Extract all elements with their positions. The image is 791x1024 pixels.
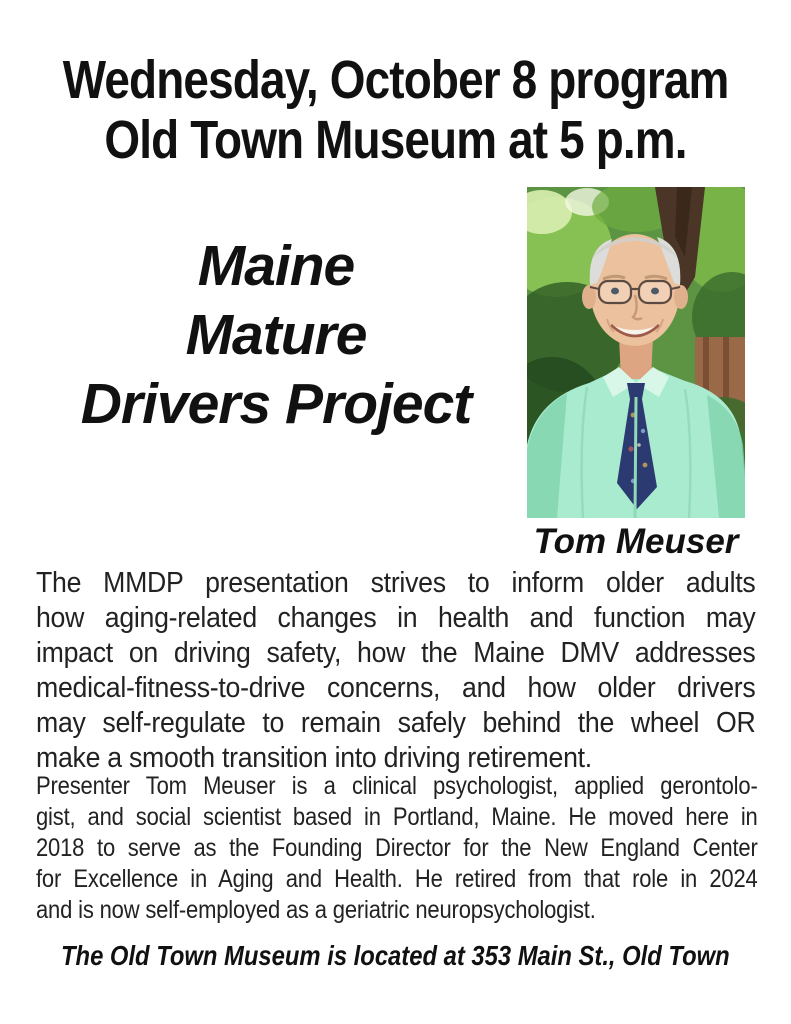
event-location-text: Old Town Museum at 5 p.m. bbox=[104, 110, 687, 170]
text-line: impact on driving safety, how the Maine DMV addresses bbox=[36, 637, 756, 669]
text-line: make a smooth transition into driving retirement. bbox=[36, 742, 592, 774]
text-line: The MMDP presentation strives to inform older adults bbox=[36, 567, 756, 599]
text-line: Presenter Tom Meuser is a clinical psychologist, applied gerontolo- bbox=[36, 772, 758, 800]
text-line: may self-regulate to remain safely behind the wheel OR bbox=[36, 707, 756, 739]
presenter-portrait-illustration bbox=[527, 187, 745, 518]
program-title bbox=[28, 232, 524, 439]
text-line: and is now self-employed as a geriatric neuropsychologist. bbox=[36, 896, 596, 924]
museum-address-footer bbox=[0, 940, 791, 972]
text-line: medical-fitness-to-drive concerns, and how older drivers bbox=[36, 672, 756, 704]
title-line: Drivers Project bbox=[80, 372, 472, 436]
text-line: for Excellence in Aging and Health. He retired from that role in 2024 bbox=[36, 865, 758, 893]
event-header bbox=[0, 50, 791, 170]
museum-address-text: The Old Town Museum is located at 353 Main St., Old Town bbox=[61, 940, 730, 971]
presenter-photo bbox=[527, 187, 745, 518]
event-location-line bbox=[0, 110, 791, 170]
event-date-line bbox=[0, 50, 791, 110]
text-line: 2018 to serve as the Founding Director for the New England Center bbox=[36, 834, 758, 862]
paragraph-presenter-bio bbox=[36, 771, 758, 926]
text-line: how aging-related changes in health and function may bbox=[36, 602, 756, 634]
event-date-text: Wednesday, October 8 program bbox=[62, 50, 729, 110]
photo-caption: Tom Meuser bbox=[533, 522, 739, 561]
title-line: Mature bbox=[185, 303, 367, 367]
paragraph-mmdp-description bbox=[36, 566, 755, 776]
text-line: gist, and social scientist based in Portland, Maine. He moved here in bbox=[36, 803, 758, 831]
title-line: Maine bbox=[197, 234, 355, 298]
